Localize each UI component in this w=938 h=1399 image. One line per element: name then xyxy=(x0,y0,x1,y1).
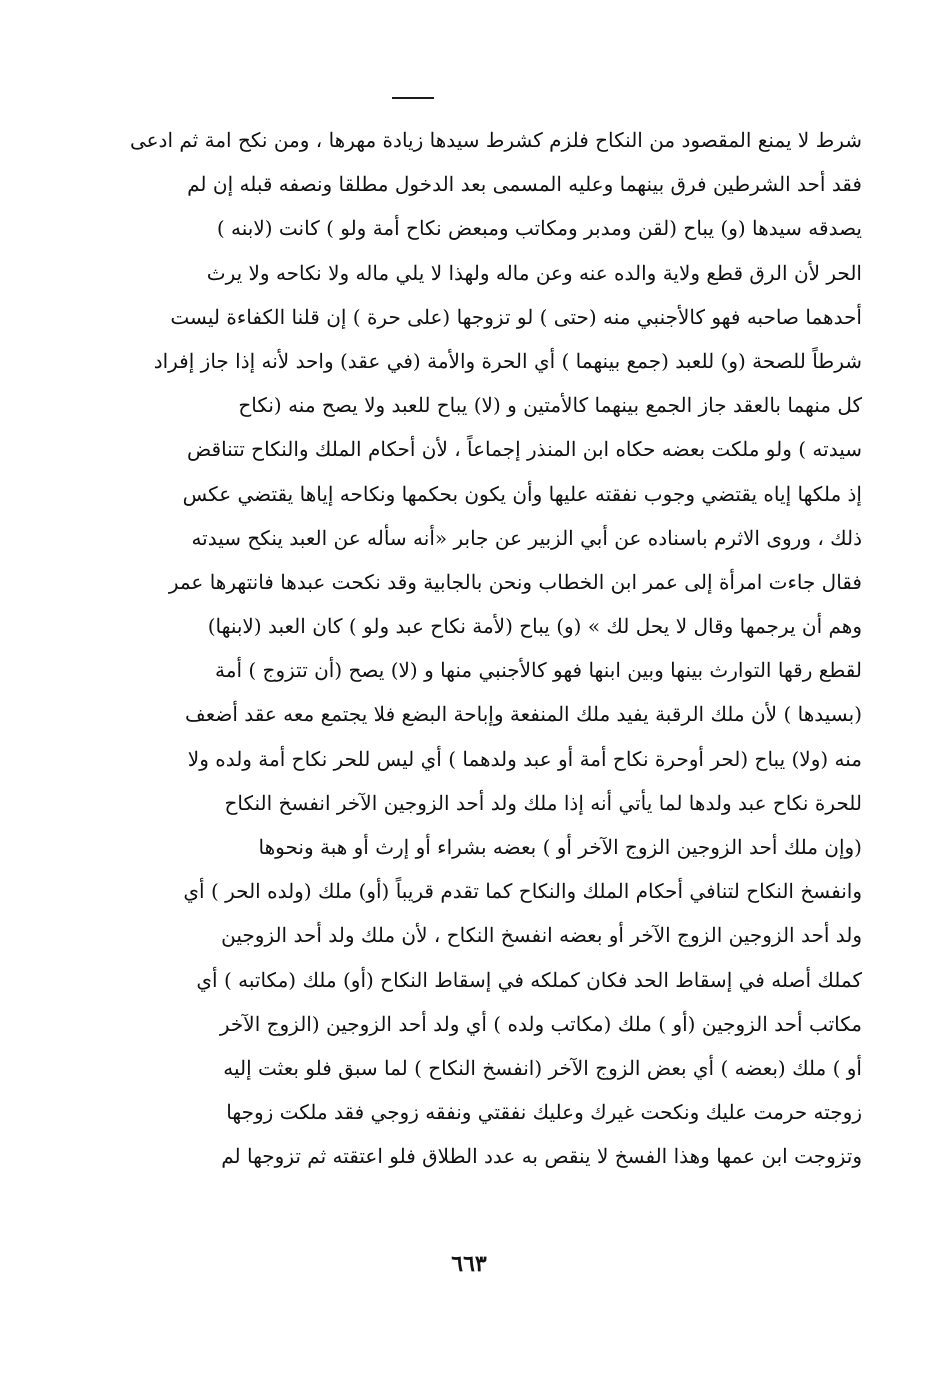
text-line: سيدته ) ولو ملكت بعضه حكاه ابن المنذر إجماعاً ، لأن أحكام الملك والنكاح تتناقض xyxy=(187,437,862,462)
text-line: لقطع رقها التوارث بينها وبين ابنها فهو كالأجنبي منها و (لا) يصح (أن تتزوج ) أمة xyxy=(215,658,862,683)
text-line: مكاتب أحد الزوجين (أو ) ملك (مكاتب ولده ) أي ولد أحد الزوجين (الزوج الآخر xyxy=(219,1011,862,1036)
text-line: أو ) ملك (بعضه ) أي بعض الزوج الآخر (انفسخ النكاح ) لما سبق فلو بعثت إليه xyxy=(223,1055,862,1080)
text-line: كل منهما بالعقد جاز الجمع بينهما كالأمتين و (لا) يباح للعبد ولا يصح منه (نكاح xyxy=(238,393,862,418)
text-line: (وإن ملك أحد الزوجين الزوج الآخر أو ) بعضه بشراء أو إرث أو هبة ونحوها xyxy=(258,835,862,859)
text-line: (بسيدها ) لأن ملك الرقبة يفيد ملك المنفعة وإباحة البضع فلا يجتمع معه عقد أضعف xyxy=(185,702,862,727)
text-line: منه (ولا) يباح (لحر أوحرة نكاح أمة أو عبد ولدهما ) أي ليس للحر نكاح أمة ولده ولا xyxy=(187,746,862,771)
text-line: ولد أحد الزوجين الزوج الآخر أو بعضه انفسخ النكاح ، لأن ملك ولد أحد الزوجين xyxy=(221,923,862,948)
text-line: فقال جاءت امرأة إلى عمر ابن الخطاب ونحن بالجابية وقد نكحت عبدها فانتهرها عمر xyxy=(168,569,862,594)
text-line: شرطاً للصحة (و) للعبد (جمع بينهما ) أي الحرة والأمة (في عقد) واحد لأنه إذا جاز إفراد xyxy=(153,348,862,373)
header-rule xyxy=(392,97,434,99)
text-line: كملك أصله في إسقاط الحد فكان كملكه في إسقاط النكاح (أو) ملك (مكاتبه ) أي xyxy=(196,967,862,992)
text-line: ذلك ، وروى الاثرم باسناده عن أبي الزبير عن جابر «أنه سأله عن العبد ينكح سيدته xyxy=(191,525,862,550)
text-line: للحرة نكاح عبد ولدها لما يأتي أنه إذا ملك ولد أحد الزوجين الآخر انفسخ النكاح xyxy=(224,790,862,815)
text-line: وهم أن يرجمها وقال لا يحل لك » (و) يباح (لأمة نكاح عبد ولو ) كان العبد (لابنها) xyxy=(207,614,862,639)
text-line: إذ ملكها إياه يقتضي وجوب نفقته عليها وأن يكون بحكمها ونكاحه إياها يقتضي عكس xyxy=(182,481,862,506)
text-line: شرط لا يمنع المقصود من النكاح فلزم كشرط سيدها زيادة مهرها ، ومن نكح امة ثم ادعى xyxy=(129,128,862,152)
text-line: وتزوجت ابن عمها وهذا الفسخ لا ينقص به عدد الطلاق فلو اعتقته ثم تزوجها لم xyxy=(221,1144,862,1169)
page-number: ٦٦٣ xyxy=(451,1251,487,1277)
text-line: فقد أحد الشرطين فرق بينهما وعليه المسمى بعد الدخول مطلقا ونصفه قبله إن لم xyxy=(187,172,862,197)
body-text xyxy=(128,118,862,1179)
text-line: زوجته حرمت عليك ونكحت غيرك وعليك نفقتي ونفقه زوجي فقد ملكت زوجها xyxy=(226,1100,862,1125)
text-line: يصدقه سيدها (و) يباح (لقن ومدبر ومكاتب ومبعض نكاح أمة ولو ) كانت (لابنه ) xyxy=(216,216,862,241)
text-line: الحر لأن الرق قطع ولاية والده عنه وعن ماله ولهذا لا يلي ماله ولا نكاحه ولا يرث xyxy=(206,260,862,285)
text-line: وانفسخ النكاح لتنافي أحكام الملك والنكاح كما تقدم قريباً (أو) ملك (ولده الحر ) أي xyxy=(183,879,862,904)
text-line: أحدهما صاحبه فهو كالأجنبي منه (حتى ) لو تزوجها (على حرة ) إن قلنا الكفاءة ليست xyxy=(170,304,862,329)
